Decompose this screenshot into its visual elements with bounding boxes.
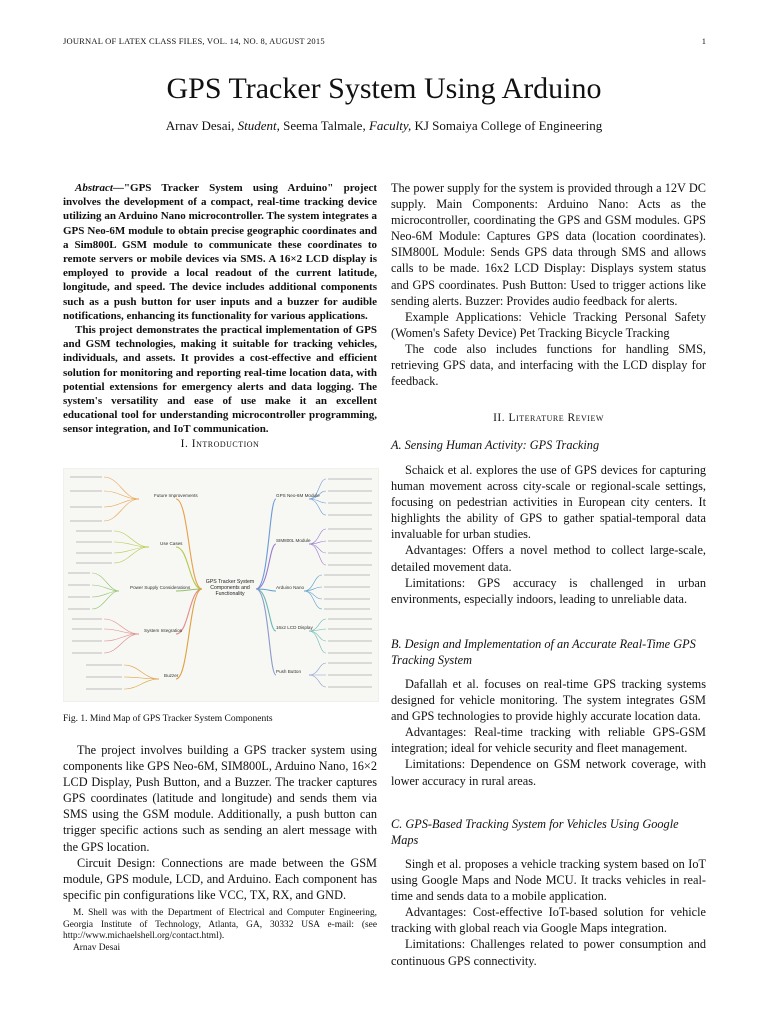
subsection-b-paragraph-2: Advantages: Real-time tracking with reliable GPS-GSM integration; ideal for vehicle security and fleet management. — [391, 725, 706, 756]
subsection-a-body — [391, 462, 706, 607]
intro-paragraph-2: Circuit Design: Connections are made between the GSM module, GPS module, LCD, and Arduino. Each component has specific pin configurations like VCC, TX, RX, and GND. — [63, 855, 377, 902]
author-2-role: Faculty, — [368, 118, 412, 133]
subsection-c-paragraph-1: Singh et al. proposes a vehicle tracking system based on IoT using Google Maps and Node MCU. It tracks vehicles in real-time and sends data to a mobile application. — [391, 857, 706, 904]
author-line — [0, 118, 768, 134]
node-system-integration: System Integration — [144, 628, 183, 633]
node-gps-module: GPS Neo-6M Module — [276, 493, 320, 498]
node-buzzer: Buzzer — [164, 673, 179, 678]
abstract-paragraph-1: —"GPS Tracker System using Arduino" project involves the development of a compact, real-time tracking device utilizing an Arduino Nano microcontroller. The system integrates a GPS Neo-6M module to obtain precise geographic coordinates and a Sim800L GSM module to communicate these coordinates to remote servers or mobile devices via SMS. A 16×2 LCD display is employed to provide a local readout of the current latitude, longitude, and speed. The device includes additional components such as a push button for user inputs and a buzzer for audible notifications, enhancing its functionality for various applications. — [63, 182, 377, 322]
subsection-b-body — [391, 676, 706, 789]
node-lcd: 16x2 LCD Display — [276, 625, 313, 630]
author-1: Arnav Desai, — [165, 118, 235, 133]
code-paragraph: The code also includes functions for handling SMS, retrieving GPS data, and interfacing with the LCD display for feedback. — [391, 341, 706, 389]
right-column-top — [391, 180, 706, 389]
abstract-label: Abstract — [75, 182, 113, 194]
subsection-a-paragraph-3: Limitations: GPS accuracy is challenged in urban environments, especially indoors, leading to unreliable data. — [391, 575, 706, 606]
branch-use-cases — [176, 547, 202, 589]
subsection-a-paragraph-1: Schaick et al. explores the use of GPS devices for capturing human movement across city-scale or regional-scale settings, focusing on pedestrian activities in European city centers. It highlights the ability of GPS to gather spatial-temporal data invaluable for urban studies. — [391, 463, 706, 542]
subsection-b-heading: B. Design and Implementation of an Accurate Real-Time GPS Tracking System — [391, 637, 696, 667]
intro-paragraph-1: The project involves building a GPS tracker system using components like GPS Neo-6M, SIM800L, Arduino Nano, 16×2 LCD Display, Push Button, and a Buzzer. The tracker captures GPS coordinates (latitude and longitude) and sends them via SMS using the GSM module. Additionally, a push button can trigger specific actions such as sending an alert message with the GPS location. — [63, 743, 377, 854]
subsection-c-heading: C. GPS-Based Tracking System for Vehicles Using Google Maps — [391, 817, 679, 847]
section-heading-literature-review: II. Literature Review — [493, 412, 604, 424]
paper-title: GPS Tracker System Using Arduino — [166, 72, 602, 105]
mind-map-svg — [64, 469, 378, 701]
node-future-improvements: Future Improvements — [154, 493, 198, 498]
components-paragraph: The power supply for the system is provided through a 12V DC supply. Main Components: Arduino Nano: Acts as the microcontroller, coordinating the GPS and GSM modules. GPS Neo-6M Module: Captures GPS data (location coordinates). SIM800L Module: Sends GPS data through SMS and allows calls to be made. 16x2 LCD Display: Displays system status and GPS coordinates. Push Button: Used to trigger actions like sending alerts. Buzzer: Provides audio feedback for alerts. — [391, 181, 706, 308]
introduction-body — [63, 742, 377, 903]
node-arduino: Arduino Nano — [276, 585, 305, 590]
author-2: Seema Talmale, — [283, 118, 366, 133]
page-number: 1 — [701, 36, 706, 46]
footnote-author: Arnav Desai — [73, 942, 121, 953]
figure-caption: Fig. 1. Mind Map of GPS Tracker System Components — [63, 714, 273, 724]
subsection-a-paragraph-2: Advantages: Offers a novel method to collect large-scale, detailed movement data. — [391, 543, 706, 574]
abstract — [63, 181, 377, 437]
node-power-supply: Power Supply Considerations — [130, 585, 191, 590]
applications-paragraph: Example Applications: Vehicle Tracking Personal Safety (Women's Safety Device) Pet Tracking Bicycle Tracking — [391, 309, 706, 340]
section-heading-introduction: I. Introduction — [180, 438, 260, 450]
subsection-a-heading: A. Sensing Human Activity: GPS Tracking — [391, 438, 600, 452]
subsection-b-paragraph-3: Limitations: Dependence on GSM network coverage, with lower accuracy in rural areas. — [391, 757, 706, 788]
branch-lcd — [256, 589, 276, 631]
subsection-b-paragraph-1: Dafallah et al. focuses on real-time GPS tracking systems designed for vehicle monitoring. The system integrates GSM and GPS technologies to provide highly accurate location data. — [391, 677, 706, 724]
branch-sim800l — [256, 544, 276, 589]
mind-map-figure — [63, 468, 379, 702]
node-sim800l: SIM800L Module — [276, 538, 311, 543]
branch-buzzer — [176, 589, 202, 679]
node-push-button: Push Button — [276, 669, 302, 674]
subsection-c-paragraph-2: Advantages: Cost-effective IoT-based solution for vehicle tracking with global reach via Google Maps integration. — [391, 905, 706, 936]
subsection-c-paragraph-3: Limitations: Challenges related to power consumption and continuous GPS connectivity. — [391, 937, 706, 968]
running-header: JOURNAL OF LATEX CLASS FILES, VOL. 14, NO. 8, AUGUST 2015 — [63, 36, 325, 46]
footnote-affiliation: M. Shell was with the Department of Electrical and Computer Engineering, Georgia Institute of Technology, Atlanta, GA, 30332 USA e-mail: (see http://www.michaelshell.org/contact.html). — [63, 908, 377, 941]
abstract-paragraph-2: This project demonstrates the practical implementation of GPS and GSM technologies, making it suitable for tracking vehicles, individuals, and assets. It provides a cost-effective and efficient solution for monitoring and reporting real-time location data, with potential extensions for emergency alerts and data logging. The system's versatility and ease of use make it an excellent educational tool for understanding microcontroller programming, sensor integration, and IoT communication. — [63, 324, 377, 436]
footnote — [63, 908, 377, 954]
node-use-cases: Use Cases — [160, 541, 183, 546]
subsection-c-body — [391, 856, 706, 969]
node-center: GPS Tracker System Components and Functionality — [205, 579, 255, 598]
affiliation: KJ Somaiya College of Engineering — [414, 118, 603, 133]
author-1-role: Student, — [237, 118, 280, 133]
